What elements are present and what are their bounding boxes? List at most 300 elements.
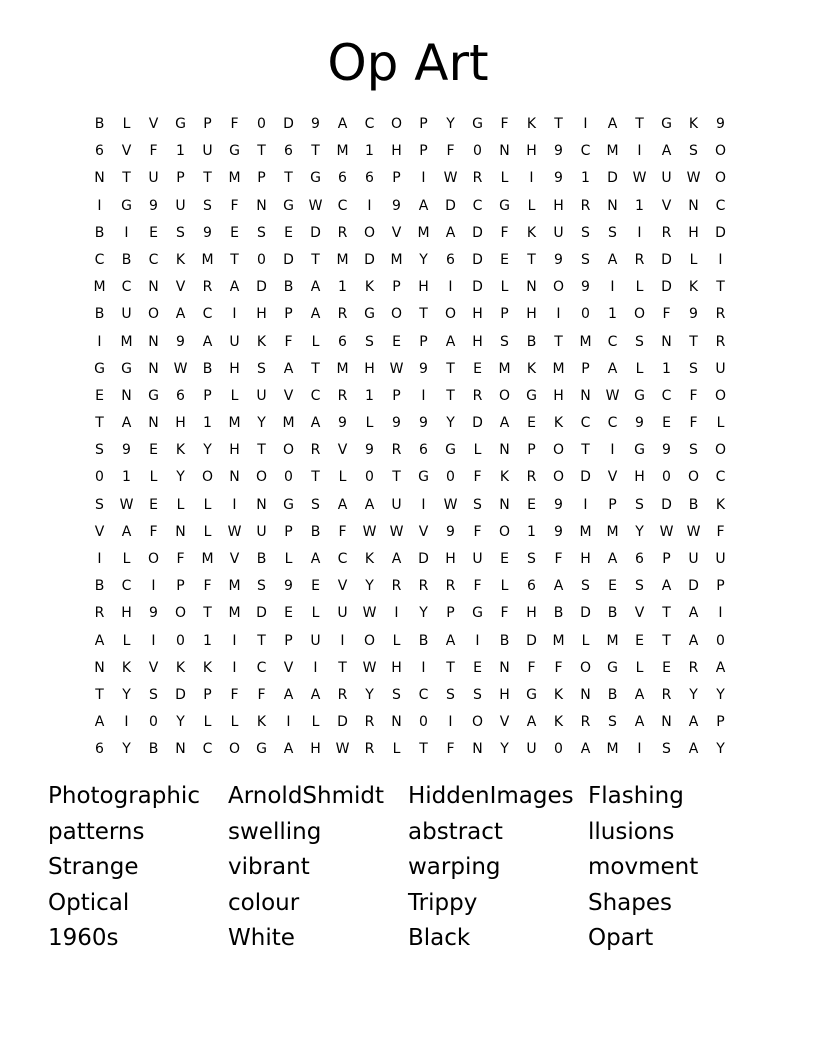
grid-letter: P	[203, 387, 212, 404]
word-list-item: Opart	[588, 925, 654, 951]
grid-letter: T	[716, 279, 725, 296]
grid-letter: M	[606, 741, 619, 758]
grid-letter: Y	[176, 714, 185, 731]
grid-letter: V	[283, 659, 294, 676]
grid-letter: O	[714, 143, 727, 160]
grid-letter: R	[337, 387, 348, 404]
grid-letter: F	[338, 523, 347, 540]
grid-letter: I	[124, 224, 129, 241]
grid-letter: P	[257, 170, 266, 187]
grid-letter: 9	[554, 170, 563, 187]
grid-letter: S	[257, 224, 266, 241]
grid-letter: 6	[176, 387, 185, 404]
grid-letter: 0	[284, 469, 293, 486]
grid-letter: A	[580, 741, 591, 758]
grid-letter: O	[390, 306, 403, 323]
grid-letter: I	[583, 496, 588, 513]
grid-letter: U	[310, 632, 321, 649]
grid-letter: R	[391, 442, 402, 459]
grid-letter: K	[202, 659, 213, 676]
grid-letter: N	[148, 279, 159, 296]
grid-letter: L	[149, 469, 158, 486]
grid-letter: W	[632, 170, 647, 187]
grid-letter: C	[121, 279, 132, 296]
grid-letter: B	[256, 551, 267, 567]
grid-letter: N	[256, 197, 267, 214]
grid-letter: E	[284, 224, 293, 241]
grid-letter: S	[635, 496, 644, 513]
grid-letter: V	[607, 469, 618, 486]
grid-letter: A	[661, 578, 672, 595]
grid-letter: G	[175, 116, 186, 132]
grid-letter: 1	[635, 197, 644, 214]
grid-letter: F	[716, 523, 725, 540]
grid-letter: W	[389, 360, 404, 377]
grid-letter: O	[255, 469, 268, 486]
grid-letter: K	[364, 551, 375, 567]
grid-letter: C	[121, 578, 132, 595]
grid-letter: 9	[635, 415, 644, 432]
grid-letter: A	[391, 551, 402, 567]
grid-letter: G	[121, 197, 132, 214]
grid-letter: A	[283, 686, 294, 703]
grid-letter: 9	[446, 523, 455, 540]
grid-letter: U	[202, 143, 213, 160]
grid-letter: R	[94, 605, 105, 622]
grid-letter: S	[527, 551, 536, 567]
grid-letter: 6	[365, 170, 374, 187]
grid-letter: F	[500, 116, 509, 132]
word-list-item: Photographic	[48, 783, 200, 809]
grid-letter: I	[394, 605, 399, 622]
grid-letter: K	[553, 415, 564, 432]
grid-letter: V	[229, 551, 240, 567]
grid-letter: G	[634, 387, 645, 404]
grid-letter: W	[335, 741, 350, 758]
grid-letter: O	[552, 469, 565, 486]
grid-letter: K	[499, 469, 510, 486]
grid-letter: G	[310, 170, 321, 187]
grid-letter: P	[500, 306, 509, 323]
grid-letter: A	[607, 360, 618, 377]
grid-letter: 9	[662, 442, 671, 459]
grid-letter: R	[634, 251, 645, 268]
grid-letter: E	[500, 551, 509, 567]
grid-letter: I	[421, 496, 426, 513]
grid-letter: H	[418, 279, 429, 296]
grid-letter: M	[228, 415, 241, 432]
grid-letter: V	[148, 116, 159, 132]
grid-letter: R	[580, 197, 591, 214]
grid-letter: D	[526, 632, 537, 649]
grid-letter: D	[283, 251, 294, 268]
grid-letter: L	[716, 415, 725, 432]
grid-letter: H	[391, 659, 402, 676]
grid-letter: E	[635, 632, 644, 649]
grid-letter: 1	[527, 523, 536, 540]
grid-letter: V	[661, 197, 672, 214]
grid-letter: W	[362, 605, 377, 622]
grid-letter: Y	[446, 116, 455, 132]
grid-letter: H	[310, 741, 321, 758]
grid-letter: D	[418, 551, 429, 567]
grid-letter: P	[419, 116, 428, 132]
grid-letter: A	[445, 224, 456, 241]
grid-letter: E	[527, 415, 536, 432]
grid-letter: F	[149, 143, 158, 160]
grid-letter: M	[390, 251, 403, 268]
grid-letter: T	[581, 442, 590, 459]
grid-letter: C	[580, 143, 591, 160]
grid-letter: 1	[176, 143, 185, 160]
grid-letter: N	[607, 197, 618, 214]
grid-letter: T	[689, 333, 698, 350]
grid-letter: F	[473, 469, 482, 486]
grid-letter: H	[499, 686, 510, 703]
grid-letter: I	[151, 578, 156, 595]
grid-letter: T	[662, 605, 671, 622]
grid-letter: L	[230, 714, 239, 731]
grid-letter: F	[176, 551, 185, 567]
grid-letter: R	[715, 333, 726, 350]
grid-letter: G	[94, 360, 105, 377]
grid-letter: Y	[689, 686, 698, 703]
grid-letter: K	[175, 251, 186, 268]
grid-letter: A	[688, 741, 699, 758]
grid-letter: K	[256, 333, 267, 350]
grid-letter: R	[202, 279, 213, 296]
grid-letter: M	[282, 415, 295, 432]
grid-letter: M	[201, 251, 214, 268]
grid-letter: F	[230, 686, 239, 703]
grid-letter: I	[421, 659, 426, 676]
grid-letter: O	[147, 306, 160, 323]
grid-letter: T	[311, 360, 320, 377]
grid-letter: U	[526, 741, 537, 758]
grid-letter: B	[94, 224, 105, 241]
grid-letter: F	[257, 686, 266, 703]
grid-letter: H	[634, 469, 645, 486]
grid-letter: B	[310, 523, 321, 540]
grid-letter: Y	[122, 686, 131, 703]
grid-letter: 9	[392, 197, 401, 214]
grid-letter: S	[203, 197, 212, 214]
grid-letter: Y	[365, 686, 374, 703]
grid-letter: T	[284, 170, 293, 187]
grid-letter: N	[148, 333, 159, 350]
grid-letter: N	[175, 741, 186, 758]
grid-letter: H	[526, 605, 537, 622]
grid-letter: S	[689, 360, 698, 377]
grid-letter: R	[364, 741, 375, 758]
grid-letter: M	[579, 523, 592, 540]
grid-letter: 0	[446, 469, 455, 486]
grid-letter: O	[714, 170, 727, 187]
grid-letter: N	[229, 469, 240, 486]
grid-letter: L	[122, 551, 131, 567]
grid-letter: 0	[716, 632, 725, 649]
grid-letter: K	[175, 442, 186, 459]
grid-letter: T	[122, 170, 131, 187]
grid-letter: F	[446, 143, 455, 160]
grid-letter: O	[498, 387, 511, 404]
grid-letter: V	[121, 143, 132, 160]
grid-letter: A	[202, 333, 213, 350]
grid-letter: 1	[203, 415, 212, 432]
grid-letter: N	[580, 387, 591, 404]
grid-letter: P	[392, 170, 401, 187]
grid-letter: B	[688, 496, 699, 513]
word-list-item: ArnoldShmidt	[228, 783, 385, 809]
grid-letter: E	[662, 415, 671, 432]
grid-letter: V	[418, 523, 429, 540]
grid-letter: 0	[257, 251, 266, 268]
grid-letter: D	[310, 224, 321, 241]
grid-letter: A	[310, 686, 321, 703]
grid-letter: R	[445, 578, 456, 595]
grid-letter: D	[661, 496, 672, 513]
grid-letter: P	[446, 605, 455, 622]
grid-letter: 9	[581, 279, 590, 296]
grid-letter: T	[419, 306, 428, 323]
grid-letter: L	[311, 714, 320, 731]
grid-letter: A	[445, 333, 456, 350]
grid-letter: H	[553, 197, 564, 214]
grid-letter: T	[311, 469, 320, 486]
grid-letter: F	[446, 741, 455, 758]
grid-letter: H	[445, 551, 456, 567]
grid-letter: H	[229, 360, 240, 377]
grid-letter: E	[149, 224, 158, 241]
grid-letter: T	[95, 686, 104, 703]
grid-letter: P	[716, 714, 725, 731]
grid-letter: C	[94, 251, 105, 268]
grid-letter: U	[175, 197, 186, 214]
grid-letter: H	[526, 143, 537, 160]
grid-letter: I	[97, 197, 102, 214]
grid-letter: H	[391, 143, 402, 160]
grid-letter: W	[173, 360, 188, 377]
grid-letter: P	[716, 578, 725, 595]
grid-letter: S	[149, 686, 158, 703]
grid-letter: N	[499, 659, 510, 676]
word-list-item: movment	[588, 854, 699, 880]
grid-letter: L	[338, 469, 347, 486]
grid-letter: 9	[554, 523, 563, 540]
grid-letter: 6	[338, 333, 347, 350]
grid-letter: U	[715, 360, 726, 377]
grid-letter: R	[310, 442, 321, 459]
grid-letter: G	[472, 116, 483, 132]
grid-letter: C	[418, 686, 429, 703]
grid-letter: M	[606, 143, 619, 160]
grid-letter: I	[232, 659, 237, 676]
grid-letter: I	[232, 496, 237, 513]
grid-letter: T	[392, 469, 401, 486]
grid-letter: F	[149, 523, 158, 540]
grid-letter: G	[364, 306, 375, 323]
grid-letter: S	[689, 442, 698, 459]
grid-letter: O	[147, 551, 160, 567]
grid-letter: W	[389, 523, 404, 540]
word-list-item: Trippy	[408, 889, 478, 916]
grid-letter: Y	[716, 741, 725, 758]
grid-letter: I	[718, 251, 723, 268]
grid-letter: P	[419, 333, 428, 350]
grid-letter: K	[121, 659, 132, 676]
grid-letter: A	[607, 551, 618, 567]
grid-letter: U	[661, 170, 672, 187]
grid-letter: S	[365, 333, 374, 350]
grid-letter: 0	[95, 469, 104, 486]
grid-letter: H	[688, 224, 699, 241]
grid-letter: 9	[311, 116, 320, 132]
grid-letter: U	[391, 496, 402, 513]
grid-letter: N	[499, 442, 510, 459]
grid-letter: R	[337, 224, 348, 241]
grid-letter: H	[580, 551, 591, 567]
grid-letter: E	[500, 251, 509, 268]
grid-letter: I	[151, 632, 156, 649]
grid-letter: 0	[581, 306, 590, 323]
grid-letter: 9	[338, 415, 347, 432]
grid-letter: T	[554, 116, 563, 132]
grid-letter: L	[122, 632, 131, 649]
grid-letter: G	[499, 197, 510, 214]
grid-letter: T	[446, 387, 455, 404]
grid-letter: W	[443, 170, 458, 187]
grid-letter: Y	[365, 578, 374, 595]
grid-letter: F	[230, 116, 239, 132]
grid-letter: O	[363, 224, 376, 241]
grid-letter: G	[661, 116, 672, 132]
grid-letter: 9	[716, 116, 725, 132]
grid-letter: G	[148, 387, 159, 404]
grid-letter: A	[337, 496, 348, 513]
grid-letter: D	[364, 251, 375, 268]
grid-letter: M	[93, 279, 106, 296]
grid-letter: L	[635, 659, 644, 676]
grid-letter: L	[311, 333, 320, 350]
grid-letter: L	[689, 251, 698, 268]
grid-letter: G	[418, 469, 429, 486]
grid-letter: T	[419, 741, 428, 758]
grid-letter: S	[500, 333, 509, 350]
grid-letter: B	[94, 116, 105, 132]
grid-letter: S	[257, 578, 266, 595]
grid-letter: 6	[284, 143, 293, 160]
grid-letter: A	[715, 659, 726, 676]
grid-letter: I	[637, 741, 642, 758]
grid-letter: A	[499, 415, 510, 432]
grid-letter: D	[283, 116, 294, 132]
grid-letter: W	[686, 523, 701, 540]
grid-letter: G	[283, 496, 294, 513]
grid-letter: L	[122, 116, 131, 132]
word-list-item: llusions	[588, 818, 675, 845]
grid-letter: H	[229, 442, 240, 459]
grid-letter: I	[286, 714, 291, 731]
grid-letter: R	[337, 306, 348, 323]
letter-grid	[86, 114, 734, 767]
grid-letter: 9	[392, 415, 401, 432]
grid-letter: L	[230, 387, 239, 404]
grid-letter: V	[337, 442, 348, 459]
grid-letter: P	[176, 578, 185, 595]
grid-letter: T	[446, 360, 455, 377]
grid-letter: O	[579, 659, 592, 676]
grid-letter: L	[473, 442, 482, 459]
grid-letter: I	[610, 279, 615, 296]
grid-letter: R	[661, 686, 672, 703]
grid-letter: K	[364, 279, 375, 296]
grid-letter: D	[580, 469, 591, 486]
grid-letter: H	[364, 360, 375, 377]
grid-letter: G	[526, 387, 537, 404]
grid-letter: G	[472, 605, 483, 622]
grid-letter: E	[284, 605, 293, 622]
grid-letter: N	[175, 523, 186, 540]
grid-letter: H	[472, 333, 483, 350]
grid-letter: 6	[95, 741, 104, 758]
grid-letter: 0	[257, 116, 266, 132]
grid-letter: T	[203, 170, 212, 187]
grid-letter: W	[227, 523, 242, 540]
grid-letter: W	[443, 496, 458, 513]
grid-letter: G	[283, 197, 294, 214]
grid-letter: L	[176, 496, 185, 513]
grid-letter: K	[526, 360, 537, 377]
grid-letter: R	[418, 578, 429, 595]
grid-letter: E	[608, 578, 617, 595]
grid-letter: E	[149, 496, 158, 513]
grid-letter: A	[418, 197, 429, 214]
grid-letter: S	[473, 496, 482, 513]
grid-letter: S	[446, 686, 455, 703]
grid-letter: T	[95, 415, 104, 432]
grid-letter: S	[473, 686, 482, 703]
word-list-item: White	[228, 925, 295, 951]
grid-letter: B	[94, 578, 105, 595]
grid-letter: E	[473, 659, 482, 676]
grid-letter: D	[256, 605, 267, 622]
grid-letter: L	[284, 551, 293, 567]
grid-letter: R	[715, 306, 726, 323]
grid-letter: W	[362, 523, 377, 540]
grid-letter: P	[419, 143, 428, 160]
grid-letter: U	[715, 551, 726, 567]
grid-letter: I	[556, 306, 561, 323]
grid-letter: H	[553, 387, 564, 404]
grid-letter: 1	[365, 143, 374, 160]
grid-letter: L	[635, 279, 644, 296]
grid-letter: S	[257, 360, 266, 377]
grid-letter: A	[175, 306, 186, 323]
grid-letter: M	[417, 224, 430, 241]
grid-letter: 1	[581, 170, 590, 187]
grid-letter: M	[228, 578, 241, 595]
grid-letter: K	[526, 116, 537, 132]
grid-letter: I	[97, 551, 102, 567]
grid-letter: 1	[122, 469, 131, 486]
word-list-item: Strange	[48, 854, 139, 880]
grid-letter: I	[421, 170, 426, 187]
grid-letter: 6	[527, 578, 536, 595]
grid-letter: G	[121, 360, 132, 377]
grid-letter: L	[500, 279, 509, 296]
grid-letter: S	[176, 224, 185, 241]
grid-letter: M	[498, 360, 511, 377]
